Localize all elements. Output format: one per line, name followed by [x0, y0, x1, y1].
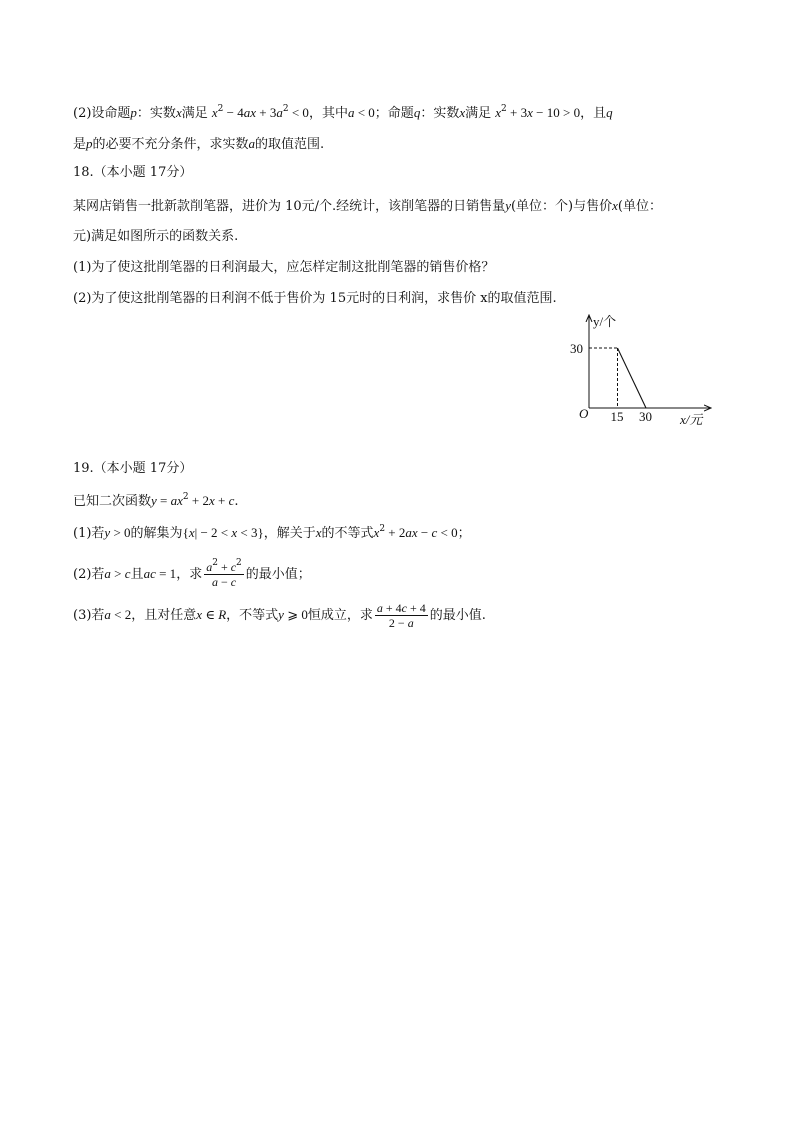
q19-header: 19.（本小题 17分）	[73, 461, 193, 476]
q19-intro: 已知二次函数$y = ax^2 + 2x + c$.	[73, 491, 239, 509]
q18-line1: 某网店销售一批新款削笔器，进价为 10元/个.经统计，该削笔器的日销售量y(单位：个)与售价x(单位：	[73, 198, 662, 214]
q18-part2: (2)为了使这批削笔器的日利润不低于售价为 15元时的日利润，求售价 x的取值范围.	[73, 291, 557, 306]
q17-part2-line1: (2)设命题p：实数x满足 $x^2 - 4ax + 3a^2 < 0$，其中a < 0；命题q：实数x满足 $x^2 + 3x - 10 > 0$，且q	[73, 103, 613, 121]
q18-line2: 元)满足如图所示的函数关系.	[73, 229, 239, 244]
q18-part1: (1)为了使这批削笔器的日利润最大，应怎样定制这批削笔器的销售价格？	[73, 260, 495, 275]
function-segment	[618, 348, 647, 408]
x-axis-label: x/元	[680, 412, 703, 427]
y-axis-label: y/个	[593, 314, 617, 329]
q19-part3: (3)若a < 2，且对任意x ∈ R，不等式y ⩾ 0恒成立，求 $\frac{a + 4c + 4}{2 - a}$ 的最小值.	[73, 601, 486, 630]
origin-label: O	[579, 406, 589, 421]
q17-part2-line2: 是p的必要不充分条件，求实数a的取值范围.	[73, 136, 325, 152]
q19-part2: (2)若a > c且ac = 1，求 $\frac{a^2 + c^2}{a - c}$ 的最小值；	[73, 558, 311, 589]
x-tick-30: 30	[639, 409, 652, 424]
fraction-a4c4-over-2-minus-a: $\frac{a + 4c + 4}{2 - a}$	[376, 601, 426, 630]
y-tick-30: 30	[570, 341, 583, 356]
q19-part1: (1)若y > 0的解集为{x| − 2 < x < 3}，解关于x的不等式$x^2 + 2ax - c < 0$；	[73, 523, 471, 541]
sales-function-graph	[560, 310, 725, 430]
fraction-a2c2-over-a-minus-c: $\frac{a^2 + c^2}{a - c}$	[206, 558, 242, 589]
q18-header: 18.（本小题 17分）	[73, 165, 193, 180]
x-tick-15: 15	[610, 409, 624, 424]
